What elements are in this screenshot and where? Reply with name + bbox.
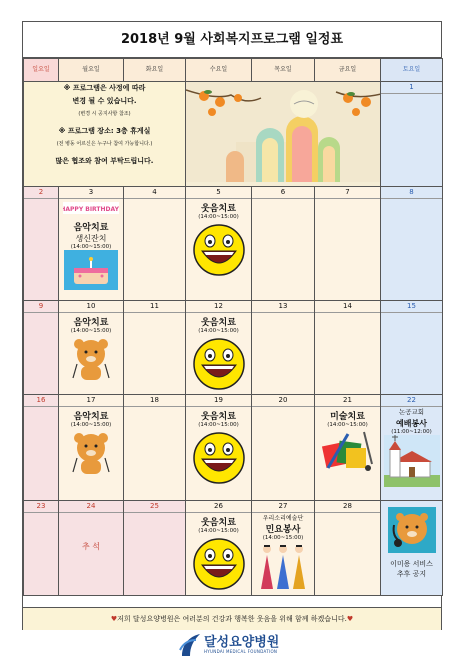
day-number: 19 (186, 395, 251, 407)
day-number: 24 (59, 501, 123, 513)
week-row-3 (24, 301, 443, 395)
event-art (315, 409, 380, 478)
event-laugh (186, 515, 251, 591)
event-laugh (186, 201, 251, 277)
day-cell-26 (186, 501, 252, 596)
day-cell-9 (24, 301, 59, 395)
day-number: 2 (24, 187, 58, 199)
event-music (59, 199, 123, 294)
event-time: (14:00~15:00) (70, 328, 112, 334)
weekday-sat: 토요일 (381, 59, 443, 82)
event-title: 웃음치료 (201, 518, 236, 528)
schedule-frame (22, 21, 442, 630)
calendar-table (23, 58, 443, 596)
event-time: (14:00~15:00) (327, 422, 368, 428)
notice-line-5: (전 병동 어르신은 누구나 참여 가능합니다.) (56, 141, 153, 147)
art-supplies-icon (320, 428, 376, 474)
day-number: 15 (381, 301, 442, 313)
page-title: 2018년 9월 사회복지프로그램 일정표 (23, 22, 441, 58)
day-number: 6 (252, 187, 314, 199)
day-number: 12 (186, 301, 251, 313)
day-number: 20 (252, 395, 314, 407)
event-laugh (186, 315, 251, 391)
day-number: 26 (186, 501, 251, 513)
event-time: (11:00~12:00) (391, 429, 432, 435)
day-number: 28 (315, 501, 380, 513)
day-cell-7 (315, 187, 381, 301)
day-number: 18 (124, 395, 185, 407)
day-cell-20 (252, 395, 315, 501)
day-number: 5 (186, 187, 251, 199)
event-time: (14:00~15:00) (198, 422, 239, 428)
week-row-2 (24, 187, 443, 301)
weekday-tue: 화요일 (124, 59, 186, 82)
notice-line-4: ※ 프로그램 장소: 3층 휴게실 (58, 127, 151, 135)
week-row-4 (24, 395, 443, 501)
day-cell-19 (186, 395, 252, 501)
day-number: 11 (124, 301, 185, 313)
heart-icon: ♥ (346, 615, 354, 623)
smiley-face-icon (192, 431, 246, 485)
event-title: 음악치료 (73, 318, 109, 328)
event-laugh (186, 409, 251, 485)
event-time: (14:00~15:00) (70, 244, 112, 250)
event-title: 웃음치료 (201, 318, 236, 328)
weekday-sun: 일요일 (24, 59, 59, 82)
event-title: 미술치료 (330, 412, 365, 422)
hanbok-dancers-icon (257, 541, 309, 591)
weekday-fri: 금요일 (315, 59, 381, 82)
event-time: (14:00~15:00) (70, 422, 112, 428)
birthday-banner-icon (63, 202, 119, 214)
day-cell-2 (24, 187, 59, 301)
birthday-cake-icon (64, 250, 118, 290)
day-cell-29-service (381, 501, 443, 596)
day-number: 14 (315, 301, 380, 313)
day-cell-8 (381, 187, 443, 301)
day-cell-5 (186, 187, 252, 301)
weekday-thu: 목요일 (252, 59, 315, 82)
event-title: 음악치료 (73, 223, 109, 233)
hospital-name: 달성요양병원 (204, 635, 280, 650)
day-number: 9 (24, 301, 58, 313)
footer-message (23, 607, 441, 630)
event-title: 웃음치료 (201, 412, 236, 422)
notice-box (24, 82, 186, 187)
day-number: 13 (252, 301, 314, 313)
church-icon (384, 435, 440, 487)
hospital-logo-icon (178, 632, 202, 658)
day-cell-18 (124, 395, 186, 501)
day-number: 16 (24, 395, 58, 407)
day-number: 4 (124, 187, 185, 199)
day-number: 27 (252, 501, 314, 513)
day-cell-27 (252, 501, 315, 596)
event-time: (14:00~15:00) (198, 328, 239, 334)
event-time: (14:00~15:00) (198, 528, 239, 534)
notice-line-2: 변경 될 수 있습니다. (72, 97, 137, 105)
day-number: 1 (381, 82, 442, 94)
day-cell-21 (315, 395, 381, 501)
day-cell-24 (59, 501, 124, 596)
day-cell-23 (24, 501, 59, 596)
weekday-wed: 수요일 (186, 59, 252, 82)
day-cell-14 (315, 301, 381, 395)
event-group: 우리소리예술단 (262, 515, 304, 522)
day-number: 21 (315, 395, 380, 407)
event-subtitle: 생신잔치 (75, 234, 107, 243)
day-number: 8 (381, 187, 442, 199)
bear-character-icon (69, 334, 113, 384)
event-worship (381, 407, 442, 491)
chuseok-illustration (186, 82, 381, 187)
event-subtitle: 추후 공지 (396, 570, 427, 578)
day-cell-17 (59, 395, 124, 501)
day-cell-11 (124, 301, 186, 395)
weekday-mon: 월요일 (59, 59, 124, 82)
day-cell-22 (381, 395, 443, 501)
day-cell-25 (124, 501, 186, 596)
bear-character-icon (69, 428, 113, 478)
smiley-face-icon (192, 223, 246, 277)
footer-text: 저희 달성요양병원은 여러분의 건강과 행복한 웃음을 위해 함께 하겠습니다. (117, 615, 347, 623)
holiday-chuseok: 추 석 (82, 542, 100, 551)
event-title: 예배봉사 (396, 419, 427, 428)
day-number: 17 (59, 395, 123, 407)
day-cell-28 (315, 501, 381, 596)
hospital-subtitle: HYUNDAI MEDICAL FOUNDATION (204, 649, 278, 654)
day-number: 10 (59, 301, 123, 313)
event-time: (14:00~15:00) (198, 214, 239, 220)
event-title: 음악치료 (73, 412, 109, 422)
day-cell-15 (381, 301, 443, 395)
hospital-logo (178, 631, 308, 659)
smiley-face-icon (192, 537, 246, 591)
day-cell-4 (124, 187, 186, 301)
day-number: 23 (24, 501, 58, 513)
day-number: 3 (59, 187, 123, 199)
event-folk (252, 513, 314, 595)
notice-line-1: ※ 프로그램은 사정에 따라 (63, 84, 146, 92)
day-number: 7 (315, 187, 380, 199)
day-cell-12 (186, 301, 252, 395)
day-cell-10 (59, 301, 124, 395)
weekday-header-row (24, 59, 443, 82)
event-title: 민요봉사 (265, 525, 301, 535)
event-music (59, 315, 123, 388)
event-title: 이미용 서비스 (390, 560, 433, 568)
day-cell-16 (24, 395, 59, 501)
persimmon-moon-illustration (186, 82, 381, 182)
day-cell-6 (252, 187, 315, 301)
day-number: 22 (381, 395, 442, 407)
event-title: 웃음치료 (201, 204, 236, 214)
week-row-1 (24, 82, 443, 187)
smiley-face-icon (192, 337, 246, 391)
week-row-5 (24, 501, 443, 596)
day-cell-13 (252, 301, 315, 395)
event-music (59, 409, 123, 482)
heart-icon: ♥ (110, 615, 118, 623)
notice-line-6: 많은 협조와 참여 부탁드립니다. (55, 157, 154, 165)
event-hair (381, 501, 442, 579)
day-number: 25 (124, 501, 185, 513)
day-cell-1 (381, 82, 443, 187)
notice-line-3: (변경 시 공지사항 참조) (78, 111, 131, 117)
day-cell-3 (59, 187, 124, 301)
hairdresser-character-icon (388, 507, 436, 553)
event-time: (14:00~15:00) (262, 535, 304, 541)
svg-text:HAPPY BIRTHDAY!: HAPPY BIRTHDAY! (63, 206, 119, 213)
event-church: 논공교회 (398, 408, 425, 416)
